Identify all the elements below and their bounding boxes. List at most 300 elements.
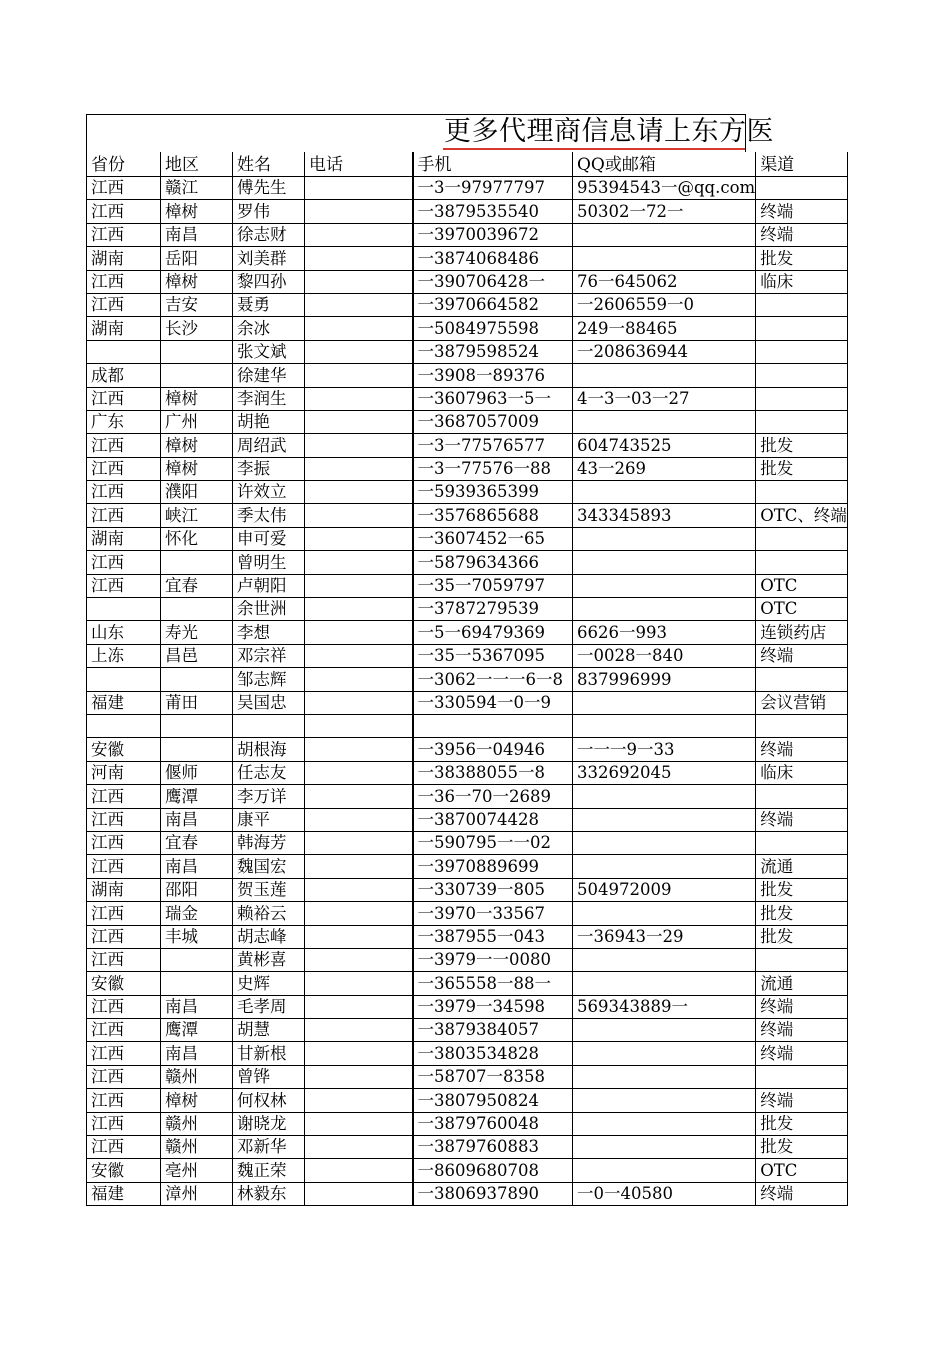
cell-mobile: 一3979一一0080	[413, 948, 573, 971]
cell-mobile: 一3一77576577	[413, 434, 573, 457]
cell-province: 江西	[87, 387, 161, 410]
cell-phone	[305, 317, 413, 340]
cell-phone	[305, 738, 413, 761]
cell-phone	[305, 340, 413, 363]
cell-qq-email: 一36943一29	[573, 925, 756, 948]
cell-province: 江西	[87, 574, 161, 597]
cell-mobile: 一3607452一65	[413, 527, 573, 550]
cell-qq-email	[573, 1159, 756, 1182]
header-channel: 渠道	[756, 152, 848, 177]
cell-province: 江西	[87, 551, 161, 574]
table-row	[87, 434, 848, 457]
cell-qq-email: 604743525	[573, 434, 756, 457]
cell-channel: 终端	[756, 644, 848, 667]
cell-region: 丰城	[161, 925, 233, 948]
table-row	[87, 223, 848, 246]
cell-mobile: 一5939365399	[413, 481, 573, 504]
cell-channel: 批发	[756, 925, 848, 948]
cell-channel	[756, 785, 848, 808]
cell-mobile: 一3874068486	[413, 247, 573, 270]
cell-province: 湖南	[87, 247, 161, 270]
cell-channel	[756, 177, 848, 200]
cell-mobile: 一8609680708	[413, 1159, 573, 1182]
table-row	[87, 691, 848, 714]
table-row	[87, 761, 848, 784]
table-row	[87, 177, 848, 200]
cell-name: 林毅东	[233, 1182, 305, 1205]
cell-province	[87, 668, 161, 691]
cell-mobile: 一35一5367095	[413, 644, 573, 667]
cell-name: 任志友	[233, 761, 305, 784]
cell-province: 江西	[87, 1019, 161, 1042]
cell-region	[161, 948, 233, 971]
cell-channel: OTC	[756, 1159, 848, 1182]
cell-channel: 终端	[756, 1019, 848, 1042]
table-row	[87, 1089, 848, 1112]
cell-phone	[305, 504, 413, 527]
cell-mobile: 一3979一34598	[413, 995, 573, 1018]
cell-region: 南昌	[161, 808, 233, 831]
cell-name: 卢朝阳	[233, 574, 305, 597]
cell-province: 江西	[87, 785, 161, 808]
table-row	[87, 714, 848, 737]
cell-qq-email	[573, 1042, 756, 1065]
cell-phone	[305, 481, 413, 504]
cell-channel: 终端	[756, 808, 848, 831]
cell-province: 成都	[87, 364, 161, 387]
cell-mobile: 一5879634366	[413, 551, 573, 574]
cell-channel	[756, 481, 848, 504]
cell-region: 赣州	[161, 1136, 233, 1159]
cell-mobile: 一330594一0一9	[413, 691, 573, 714]
cell-name: 许效立	[233, 481, 305, 504]
cell-name: 聂勇	[233, 293, 305, 316]
cell-mobile: 一387955一043	[413, 925, 573, 948]
table-row	[87, 808, 848, 831]
cell-province: 河南	[87, 761, 161, 784]
cell-region: 岳阳	[161, 247, 233, 270]
cell-phone	[305, 831, 413, 854]
cell-mobile: 一3576865688	[413, 504, 573, 527]
table-row	[87, 200, 848, 223]
page-title: 更多代理商信息请上东方医	[444, 116, 774, 147]
cell-phone	[305, 387, 413, 410]
cell-phone	[305, 177, 413, 200]
cell-channel: 终端	[756, 223, 848, 246]
cell-mobile: 一5一69479369	[413, 621, 573, 644]
cell-phone	[305, 808, 413, 831]
cell-region: 南昌	[161, 223, 233, 246]
table-row	[87, 644, 848, 667]
cell-qq-email	[573, 1065, 756, 1088]
cell-qq-email	[573, 855, 756, 878]
table-row	[87, 481, 848, 504]
cell-name: 毛孝周	[233, 995, 305, 1018]
cell-region: 偃师	[161, 761, 233, 784]
cell-channel: 批发	[756, 1112, 848, 1135]
cell-name: 申可爱	[233, 527, 305, 550]
cell-region: 樟树	[161, 270, 233, 293]
cell-province: 江西	[87, 995, 161, 1018]
cell-mobile: 一330739一805	[413, 878, 573, 901]
cell-channel	[756, 551, 848, 574]
cell-name: 胡艳	[233, 410, 305, 433]
table-row	[87, 925, 848, 948]
cell-qq-email: 569343889一	[573, 995, 756, 1018]
cell-region: 寿光	[161, 621, 233, 644]
table-row	[87, 1065, 848, 1088]
table-row	[87, 878, 848, 901]
cell-region	[161, 364, 233, 387]
table-row	[87, 340, 848, 363]
cell-name: 黎四孙	[233, 270, 305, 293]
cell-province: 山东	[87, 621, 161, 644]
cell-region: 亳州	[161, 1159, 233, 1182]
cell-phone	[305, 527, 413, 550]
cell-qq-email: 6626一993	[573, 621, 756, 644]
cell-qq-email	[573, 1136, 756, 1159]
cell-province: 江西	[87, 1112, 161, 1135]
cell-name: 周绍武	[233, 434, 305, 457]
cell-province: 江西	[87, 808, 161, 831]
cell-name: 魏国宏	[233, 855, 305, 878]
cell-province: 江西	[87, 925, 161, 948]
cell-mobile: 一3908一89376	[413, 364, 573, 387]
cell-phone	[305, 434, 413, 457]
cell-qq-email	[573, 1089, 756, 1112]
cell-qq-email: 4一3一03一27	[573, 387, 756, 410]
cell-mobile: 一3970664582	[413, 293, 573, 316]
table-row	[87, 317, 848, 340]
cell-qq-email: 332692045	[573, 761, 756, 784]
cell-name: 韩海芳	[233, 831, 305, 854]
cell-mobile: 一36一70一2689	[413, 785, 573, 808]
table-row	[87, 855, 848, 878]
cell-province: 江西	[87, 831, 161, 854]
cell-region	[161, 598, 233, 621]
cell-channel	[756, 317, 848, 340]
cell-name: 魏正荣	[233, 1159, 305, 1182]
cell-channel	[756, 948, 848, 971]
cell-phone	[305, 855, 413, 878]
cell-province: 江西	[87, 177, 161, 200]
cell-channel: 批发	[756, 247, 848, 270]
cell-name: 谢晓龙	[233, 1112, 305, 1135]
cell-phone	[305, 714, 413, 737]
cell-province: 安徽	[87, 738, 161, 761]
table-row	[87, 270, 848, 293]
cell-phone	[305, 200, 413, 223]
cell-mobile: 一3607963一5一	[413, 387, 573, 410]
cell-qq-email	[573, 527, 756, 550]
cell-mobile: 一3879760883	[413, 1136, 573, 1159]
cell-name: 李润生	[233, 387, 305, 410]
cell-mobile: 一3956一04946	[413, 738, 573, 761]
cell-phone	[305, 878, 413, 901]
cell-province: 江西	[87, 504, 161, 527]
cell-region: 邵阳	[161, 878, 233, 901]
cell-phone	[305, 364, 413, 387]
cell-mobile: 一590795一一02	[413, 831, 573, 854]
cell-channel: 临床	[756, 761, 848, 784]
cell-name: 何权林	[233, 1089, 305, 1112]
cell-phone	[305, 972, 413, 995]
cell-mobile: 一3807950824	[413, 1089, 573, 1112]
cell-mobile: 一3一77576一88	[413, 457, 573, 480]
cell-name: 曾铧	[233, 1065, 305, 1088]
cell-qq-email: 837996999	[573, 668, 756, 691]
cell-qq-email: 50302一72一	[573, 200, 756, 223]
cell-province: 安徽	[87, 1159, 161, 1182]
cell-province: 江西	[87, 457, 161, 480]
cell-region: 宜春	[161, 574, 233, 597]
cell-qq-email	[573, 481, 756, 504]
cell-name: 刘美群	[233, 247, 305, 270]
cell-region: 樟树	[161, 1089, 233, 1112]
cell-name: 李想	[233, 621, 305, 644]
cell-mobile: 一3787279539	[413, 598, 573, 621]
cell-mobile: 一3879760048	[413, 1112, 573, 1135]
cell-mobile: 一365558一88一	[413, 972, 573, 995]
cell-phone	[305, 598, 413, 621]
cell-channel: 终端	[756, 995, 848, 1018]
cell-phone	[305, 691, 413, 714]
cell-phone	[305, 1136, 413, 1159]
table-row	[87, 948, 848, 971]
cell-qq-email	[573, 714, 756, 737]
cell-mobile: 一38388055一8	[413, 761, 573, 784]
cell-name: 胡慧	[233, 1019, 305, 1042]
cell-mobile: 一3970889699	[413, 855, 573, 878]
cell-province: 湖南	[87, 317, 161, 340]
cell-name: 赖裕云	[233, 902, 305, 925]
header-phone: 电话	[305, 152, 413, 177]
table-row	[87, 1136, 848, 1159]
cell-region: 赣州	[161, 1065, 233, 1088]
cell-name: 李万详	[233, 785, 305, 808]
cell-channel	[756, 714, 848, 737]
cell-qq-email: 76一645062	[573, 270, 756, 293]
cell-phone	[305, 925, 413, 948]
table-header-row	[87, 152, 848, 177]
cell-name: 季太伟	[233, 504, 305, 527]
cell-region: 鹰潭	[161, 1019, 233, 1042]
header-province: 省份	[87, 152, 161, 177]
table-row	[87, 1159, 848, 1182]
cell-name: 邓宗祥	[233, 644, 305, 667]
cell-qq-email	[573, 785, 756, 808]
table-row	[87, 738, 848, 761]
cell-phone	[305, 1042, 413, 1065]
cell-channel: 终端	[756, 200, 848, 223]
cell-phone	[305, 247, 413, 270]
cell-region: 峡江	[161, 504, 233, 527]
cell-channel: 临床	[756, 270, 848, 293]
cell-province: 江西	[87, 293, 161, 316]
cell-province: 湖南	[87, 878, 161, 901]
cell-channel	[756, 831, 848, 854]
table-row	[87, 574, 848, 597]
cell-phone	[305, 457, 413, 480]
cell-province: 江西	[87, 902, 161, 925]
cell-phone	[305, 1089, 413, 1112]
cell-channel: 批发	[756, 457, 848, 480]
cell-channel: 批发	[756, 1136, 848, 1159]
cell-region: 樟树	[161, 387, 233, 410]
cell-name: 康平	[233, 808, 305, 831]
cell-name: 贺玉莲	[233, 878, 305, 901]
cell-name: 黄彬喜	[233, 948, 305, 971]
cell-phone	[305, 270, 413, 293]
cell-region: 莆田	[161, 691, 233, 714]
table-row	[87, 387, 848, 410]
cell-qq-email	[573, 247, 756, 270]
cell-channel	[756, 1065, 848, 1088]
cell-region: 濮阳	[161, 481, 233, 504]
cell-qq-email	[573, 831, 756, 854]
cell-mobile: 一3062一一一6一8	[413, 668, 573, 691]
cell-name: 史辉	[233, 972, 305, 995]
header-region: 地区	[161, 152, 233, 177]
cell-region	[161, 668, 233, 691]
cell-name: 余冰	[233, 317, 305, 340]
table-row	[87, 668, 848, 691]
cell-province: 江西	[87, 1136, 161, 1159]
cell-name: 罗伟	[233, 200, 305, 223]
table-row	[87, 527, 848, 550]
cell-province: 江西	[87, 481, 161, 504]
table-row	[87, 410, 848, 433]
cell-channel: 批发	[756, 878, 848, 901]
cell-mobile: 一3870074428	[413, 808, 573, 831]
cell-region: 吉安	[161, 293, 233, 316]
cell-phone	[305, 621, 413, 644]
cell-qq-email	[573, 1019, 756, 1042]
cell-mobile: 一390706428一	[413, 270, 573, 293]
cell-qq-email	[573, 972, 756, 995]
cell-province: 安徽	[87, 972, 161, 995]
cell-region	[161, 714, 233, 737]
cell-province: 江西	[87, 200, 161, 223]
cell-province: 湖南	[87, 527, 161, 550]
cell-qq-email	[573, 223, 756, 246]
cell-name: 傅先生	[233, 177, 305, 200]
cell-province: 江西	[87, 1065, 161, 1088]
cell-channel: 终端	[756, 1042, 848, 1065]
cell-phone	[305, 1182, 413, 1205]
cell-province	[87, 598, 161, 621]
table-row	[87, 831, 848, 854]
cell-phone	[305, 410, 413, 433]
cell-region: 赣江	[161, 177, 233, 200]
cell-qq-email: 43一269	[573, 457, 756, 480]
cell-channel: 流通	[756, 855, 848, 878]
cell-name: 曾明生	[233, 551, 305, 574]
table-row	[87, 1042, 848, 1065]
cell-phone	[305, 1112, 413, 1135]
cell-province: 江西	[87, 270, 161, 293]
table-row	[87, 1112, 848, 1135]
cell-channel	[756, 340, 848, 363]
cell-channel	[756, 668, 848, 691]
cell-region: 漳州	[161, 1182, 233, 1205]
cell-channel: OTC	[756, 598, 848, 621]
cell-region: 南昌	[161, 855, 233, 878]
table-row	[87, 293, 848, 316]
cell-qq-email	[573, 948, 756, 971]
cell-channel: 终端	[756, 1089, 848, 1112]
cell-province: 江西	[87, 948, 161, 971]
cell-region: 长沙	[161, 317, 233, 340]
cell-region: 南昌	[161, 1042, 233, 1065]
cell-channel	[756, 527, 848, 550]
cell-qq-email	[573, 551, 756, 574]
cell-phone	[305, 223, 413, 246]
header-name: 姓名	[233, 152, 305, 177]
cell-name: 胡根海	[233, 738, 305, 761]
cell-phone	[305, 644, 413, 667]
cell-channel	[756, 364, 848, 387]
cell-region: 瑞金	[161, 902, 233, 925]
cell-phone	[305, 995, 413, 1018]
cell-phone	[305, 668, 413, 691]
cell-phone	[305, 1159, 413, 1182]
cell-phone	[305, 785, 413, 808]
cell-channel: 终端	[756, 1182, 848, 1205]
cell-mobile: 一3879535540	[413, 200, 573, 223]
cell-region	[161, 551, 233, 574]
cell-qq-email	[573, 574, 756, 597]
cell-channel: 会议营销	[756, 691, 848, 714]
cell-channel: 批发	[756, 434, 848, 457]
cell-qq-email	[573, 410, 756, 433]
cell-province: 福建	[87, 691, 161, 714]
cell-qq-email	[573, 598, 756, 621]
cell-province	[87, 340, 161, 363]
table-row	[87, 785, 848, 808]
cell-channel	[756, 410, 848, 433]
cell-province: 江西	[87, 855, 161, 878]
title-row	[86, 114, 774, 152]
cell-qq-email	[573, 902, 756, 925]
cell-phone	[305, 574, 413, 597]
cell-channel	[756, 293, 848, 316]
cell-channel: 批发	[756, 902, 848, 925]
table-row	[87, 1019, 848, 1042]
cell-name: 余世洲	[233, 598, 305, 621]
cell-mobile: 一3970一33567	[413, 902, 573, 925]
cell-region: 鹰潭	[161, 785, 233, 808]
table-row	[87, 598, 848, 621]
cell-name: 徐志财	[233, 223, 305, 246]
cell-qq-email: 一0028一840	[573, 644, 756, 667]
table-row	[87, 995, 848, 1018]
cell-region: 赣州	[161, 1112, 233, 1135]
cell-region: 樟树	[161, 457, 233, 480]
table-row	[87, 247, 848, 270]
cell-province: 江西	[87, 434, 161, 457]
cell-mobile: 一5084975598	[413, 317, 573, 340]
cell-name: 李振	[233, 457, 305, 480]
cell-phone	[305, 761, 413, 784]
cell-mobile	[413, 714, 573, 737]
cell-phone	[305, 551, 413, 574]
cell-name: 吴国忠	[233, 691, 305, 714]
cell-mobile: 一3687057009	[413, 410, 573, 433]
cell-qq-email: 一208636944	[573, 340, 756, 363]
cell-province: 江西	[87, 1042, 161, 1065]
cell-name: 邓新华	[233, 1136, 305, 1159]
